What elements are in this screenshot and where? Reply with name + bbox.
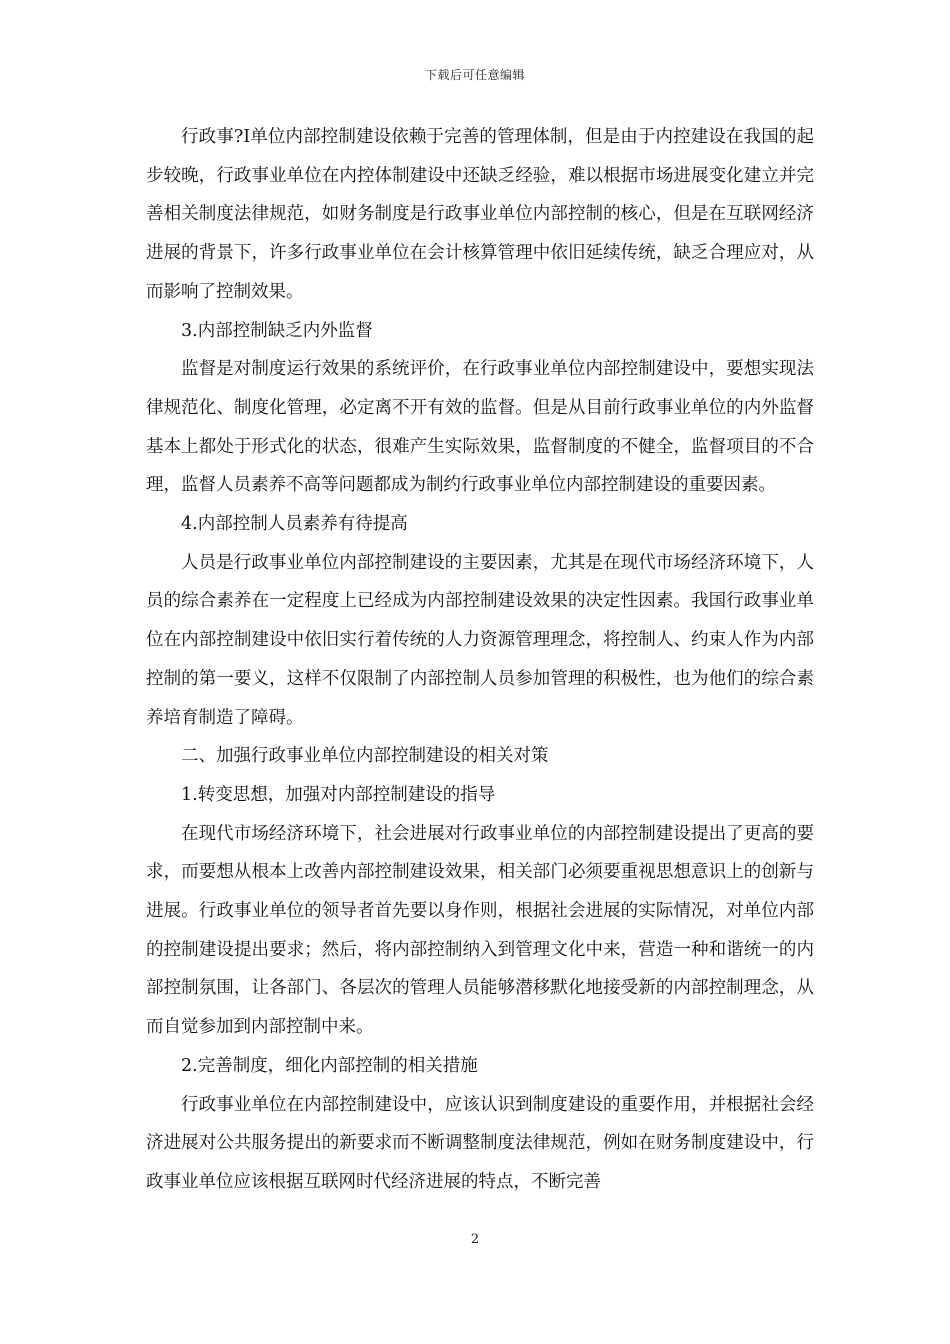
- page-number: 2: [470, 1232, 480, 1247]
- heading-improve-system: 2.完善制度，细化内部控制的相关措施: [181, 1055, 478, 1076]
- heading-lack-of-supervision: 3.内部控制缺乏内外监督: [181, 320, 373, 341]
- section-heading-countermeasures: 二、加强行政事业单位内部控制建设的相关对策: [181, 746, 549, 767]
- heading-change-thinking: 1.转变思想，加强对内部控制建设的指导: [181, 784, 496, 805]
- document-body: [146, 118, 814, 1202]
- paragraph-supervision: 监督是对制度运行效果的系统评价，在行政事业单位内部控制建设中，要想实现法律规范化、制度化管理，必定离不开有效的监督。但是从目前行政事业单位的内外监督基本上都处于形式化的状态，很难产生实际效果，监督制度的不健全，监督项目的不合理，监督人员素养不高等问题都成为制约行政事业单位内部控制建设的重要因素。: [146, 359, 814, 496]
- paragraph-improve-system: 行政事业单位在内部控制建设中，应该认识到制度建设的重要作用，并根据社会经济进展对公共服务提出的新要求而不断调整制度法律规范，例如在财务制度建设中，行政事业单位应该根据互联网时代经济进展的特点，不断完善: [146, 1094, 814, 1192]
- heading-personnel-quality: 4.内部控制人员素养有待提高: [181, 514, 408, 535]
- page-header: 下载后可任意编辑: [424, 68, 525, 82]
- paragraph-change-thinking: 在现代市场经济环境下，社会进展对行政事业单位的内部控制建设提出了更高的要求，而要想从根本上改善内部控制建设效果，相关部门必须要重视思想意识上的创新与进展。行政事业单位的领导者首先要以身作则，根据社会进展的实际情况，对单位内部的控制建设提出要求；然后，将内部控制纳入到管理文化中来，营造一种和谐统一的内部控制氛围，让各部门、各层次的管理人员能够潜移默化地接受新的内部控制理念，从而自觉参加到内部控制中来。: [146, 823, 814, 1038]
- paragraph-internal-control-system: 行政事?I单位内部控制建设依赖于完善的管理体制，但是由于内控建设在我国的起步较晚，行政事业单位在内控体制建设中还缺乏经验，难以根据市场进展变化建立并完善相关制度法律规范，如财务制度是行政事业单位内部控制的核心，但是在互联网经济进展的背景下，许多行政事业单位在会计核算管理中依旧延续传统，缺乏合理应对，从而影响了控制效果。: [146, 127, 814, 302]
- paragraph-personnel-quality: 人员是行政事业单位内部控制建设的主要因素，尤其是在现代市场经济环境下，人员的综合素养在一定程度上已经成为内部控制建设效果的决定性因素。我国行政事业单位在内部控制建设中依旧实行着传统的人力资源管理理念，将控制人、约束人作为内部控制的第一要义，这样不仅限制了内部控制人员参加管理的积极性，也为他们的综合素养培育制造了障碍。: [146, 552, 814, 728]
